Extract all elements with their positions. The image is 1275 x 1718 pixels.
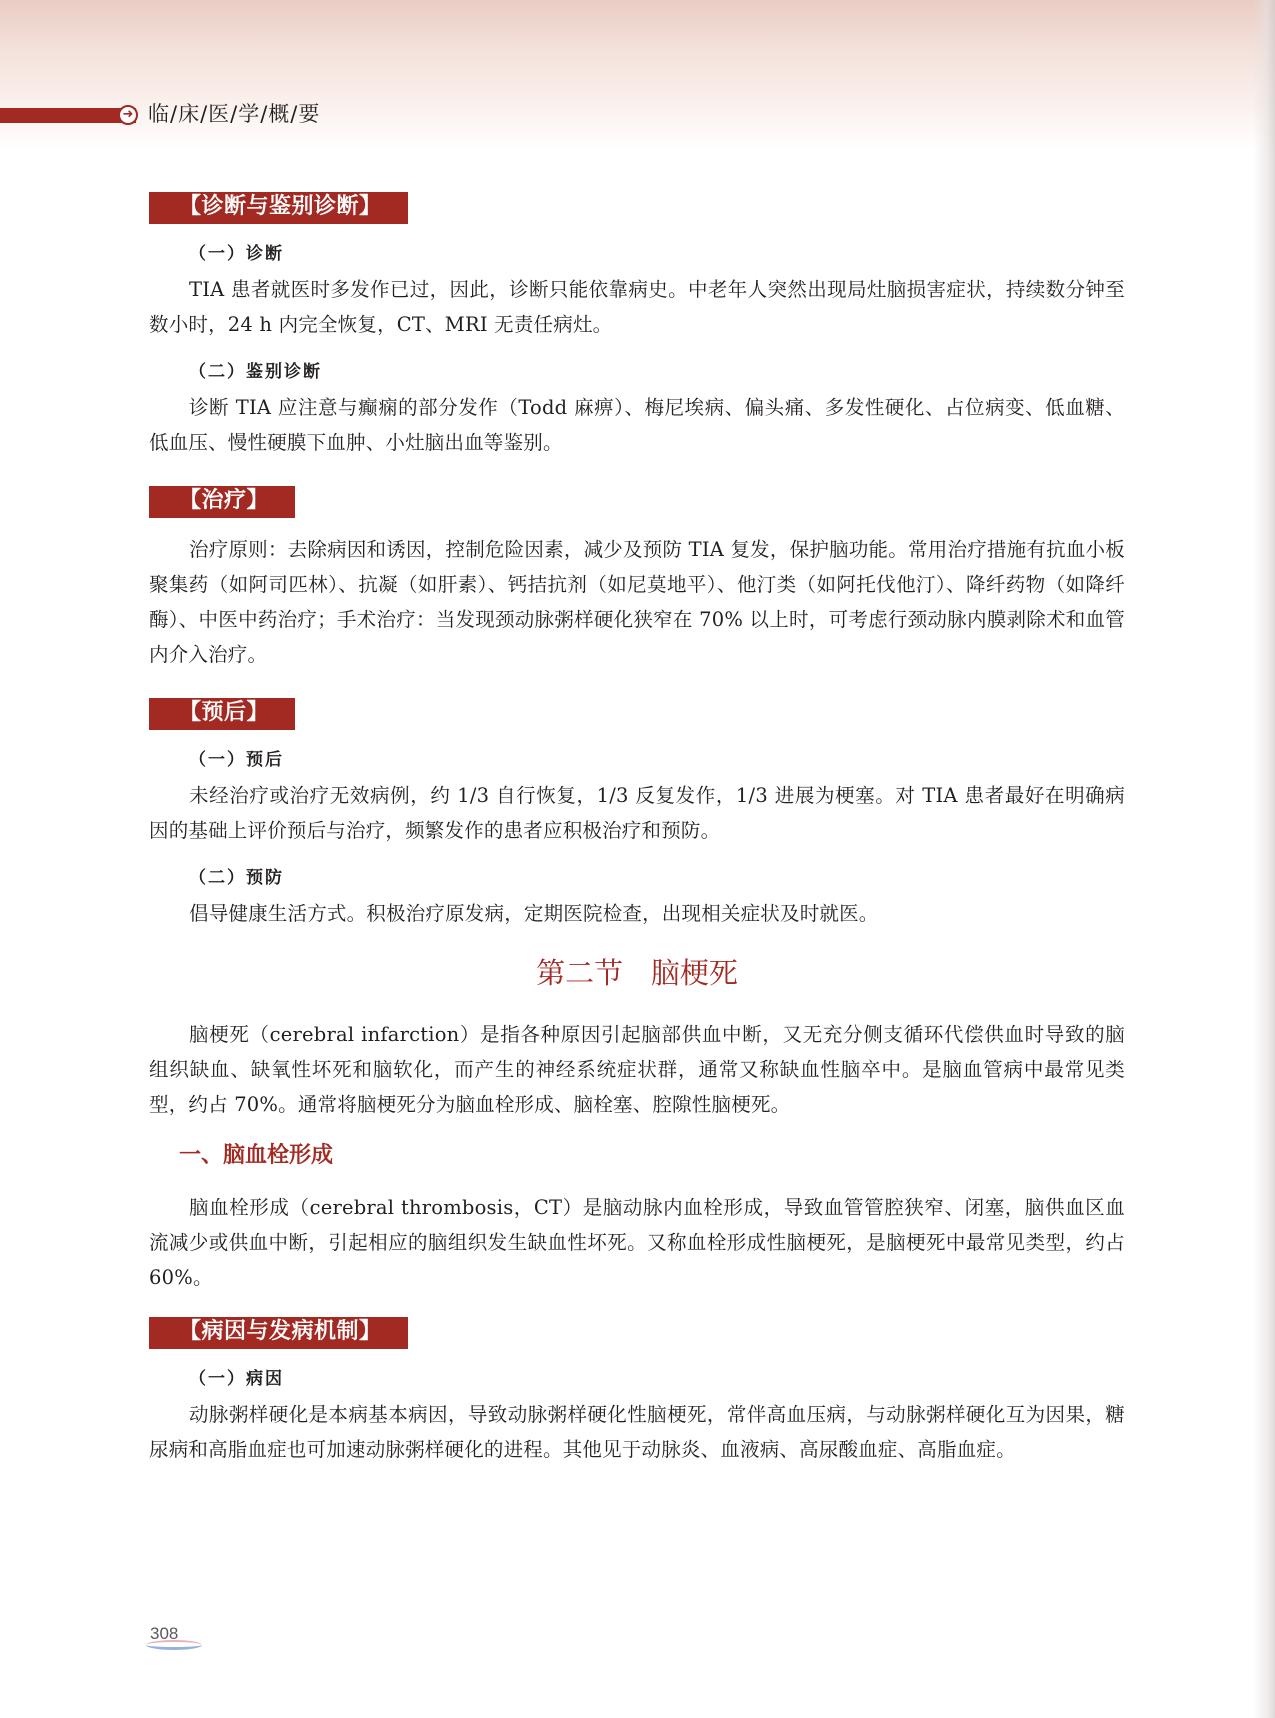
section-tag-diagnosis: 【诊断与鉴别诊断】 [149, 192, 408, 224]
page-number: 308 [150, 1624, 179, 1643]
paragraph-etiology: 动脉粥样硬化是本病基本病因，导致动脉粥样硬化性脑梗死，常伴高血压病，与动脉粥样硬化互为因果，糖尿病和高脂血症也可加速动脉粥样硬化的进程。其他见于动脉炎、血液病、高尿酸血症、高脂血症。 [149, 1403, 1125, 1461]
section-title: 第二节 脑梗死 [536, 956, 738, 990]
paragraph-cerebral-thrombosis: 脑血栓形成（cerebral thrombosis，CT）是脑动脉内血栓形成，导致血管管腔狭窄、闭塞，脑供血区血流减少或供血中断，引起相应的脑组织发生缺血性坏死。又称血栓形成性脑梗死，是脑梗死中最常见类型，约占 60%。 [149, 1196, 1125, 1289]
subheading-prevention: （二）预防 [189, 868, 284, 888]
running-header-title: 临/床/医/学/概/要 [148, 102, 321, 126]
paragraph-treatment: 治疗原则：去除病因和诱因，控制危险因素，减少及预防 TIA 复发，保护脑功能。常用治疗措施有抗血小板聚集药（如阿司匹林）、抗凝（如肝素）、钙拮抗剂（如尼莫地平）、他汀类（如阿托伐他汀）、降纤药物（如降纤酶）、中医中药治疗；手术治疗：当发现颈动脉粥样硬化狭窄在 70% 以上时，可考虑行颈动脉内膜剥除术和血管内介入治疗。 [149, 538, 1125, 666]
heading-cerebral-thrombosis: 一、脑血栓形成 [179, 1143, 334, 1168]
section-tag-treatment: 【治疗】 [149, 486, 295, 518]
subheading-prognosis: （一）预后 [189, 750, 284, 770]
arrow-right-icon: ➜ [118, 105, 138, 125]
page-number-swoosh [146, 1640, 202, 1650]
header-accent-bar [0, 108, 136, 123]
paragraph-diagnosis: TIA 患者就医时多发作已过，因此，诊断只能依靠病史。中老年人突然出现局灶脑损害症状，持续数分钟至数小时，24 h 内完全恢复，CT、MRI 无责任病灶。 [149, 278, 1125, 336]
subheading-differential: （二）鉴别诊断 [189, 362, 322, 382]
page-edge-shadow [1253, 0, 1275, 1718]
subheading-diagnosis: （一）诊断 [189, 244, 284, 264]
paragraph-differential: 诊断 TIA 应注意与癫痫的部分发作（Todd 麻痹）、梅尼埃病、偏头痛、多发性硬化、占位病变、低血糖、低血压、慢性硬膜下血肿、小灶脑出血等鉴别。 [149, 396, 1125, 454]
paragraph-prevention: 倡导健康生活方式。积极治疗原发病，定期医院检查，出现相关症状及时就医。 [189, 902, 879, 925]
subheading-etiology: （一）病因 [189, 1369, 284, 1389]
paragraph-prognosis: 未经治疗或治疗无效病例，约 1/3 自行恢复，1/3 反复发作，1/3 进展为梗塞。对 TIA 患者最好在明确病因的基础上评价预后与治疗，频繁发作的患者应积极治疗和预防。 [149, 784, 1125, 842]
page-content [149, 192, 1125, 1467]
paragraph-cerebral-infarction: 脑梗死（cerebral infarction）是指各种原因引起脑部供血中断，又无充分侧支循环代偿供血时导致的脑组织缺血、缺氧性坏死和脑软化，而产生的神经系统症状群，通常又称缺血性脑卒中。是脑血管病中最常见类型，约占 70%。通常将脑梗死分为脑血栓形成、脑栓塞、腔隙性脑梗死。 [149, 1023, 1125, 1116]
section-tag-prognosis: 【预后】 [149, 698, 295, 730]
section-tag-etiology: 【病因与发病机制】 [149, 1317, 408, 1349]
